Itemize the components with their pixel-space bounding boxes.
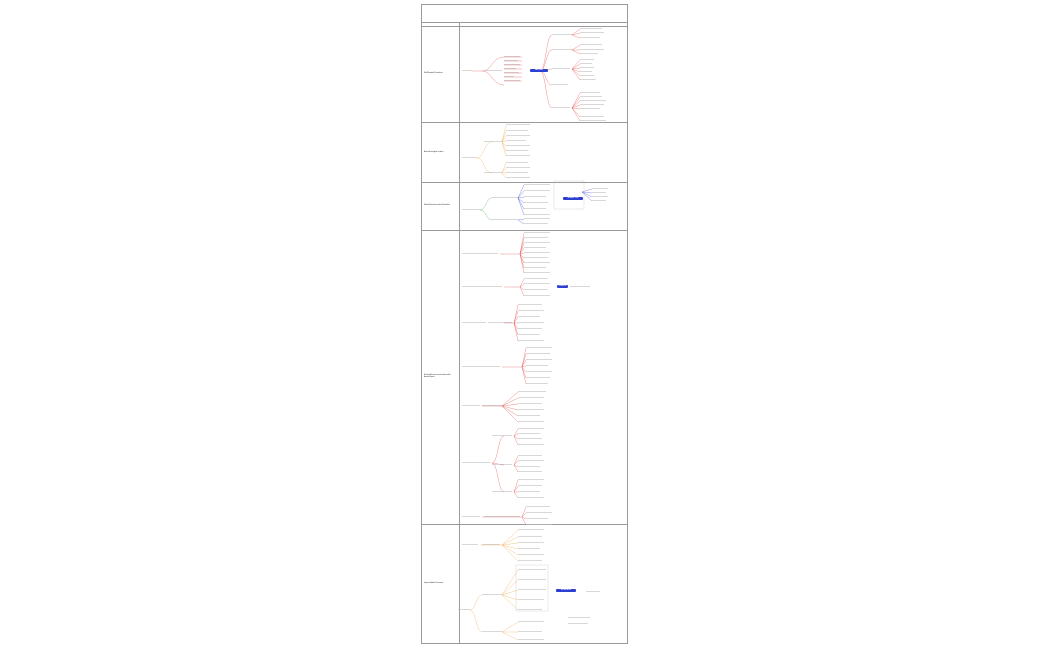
mind-map-branches (422, 5, 627, 643)
section-label-improve-update: Improve/Update Processes (424, 583, 444, 584)
section-label-assess-investigate: Assess/Investigate Incident (424, 152, 444, 153)
section-label-monitor-escalate: Monitor/Escalate Incident Resolution (424, 205, 450, 206)
complete-tag: COMPLETE (558, 286, 567, 287)
branch-group-resolve (482, 233, 526, 525)
notification-tag: NOTIFICATION (556, 589, 576, 592)
risk-level-tag: RISK LEVEL (530, 69, 548, 72)
branch-group-assess (477, 125, 506, 178)
branch-group-monitor (480, 198, 492, 220)
section-label-resolve-recover: Resolve/Recover from Incident and/or Assess/Report (424, 375, 451, 378)
incident-type-tag: INCIDENT TYPE (563, 197, 583, 200)
mind-map-sheet (421, 4, 628, 644)
section-label-risk-respond: Risk/Respond Procedures (424, 73, 443, 74)
node-text-placeholders (458, 28, 608, 640)
branch-group-improve (470, 530, 518, 640)
node-groups (516, 181, 584, 611)
